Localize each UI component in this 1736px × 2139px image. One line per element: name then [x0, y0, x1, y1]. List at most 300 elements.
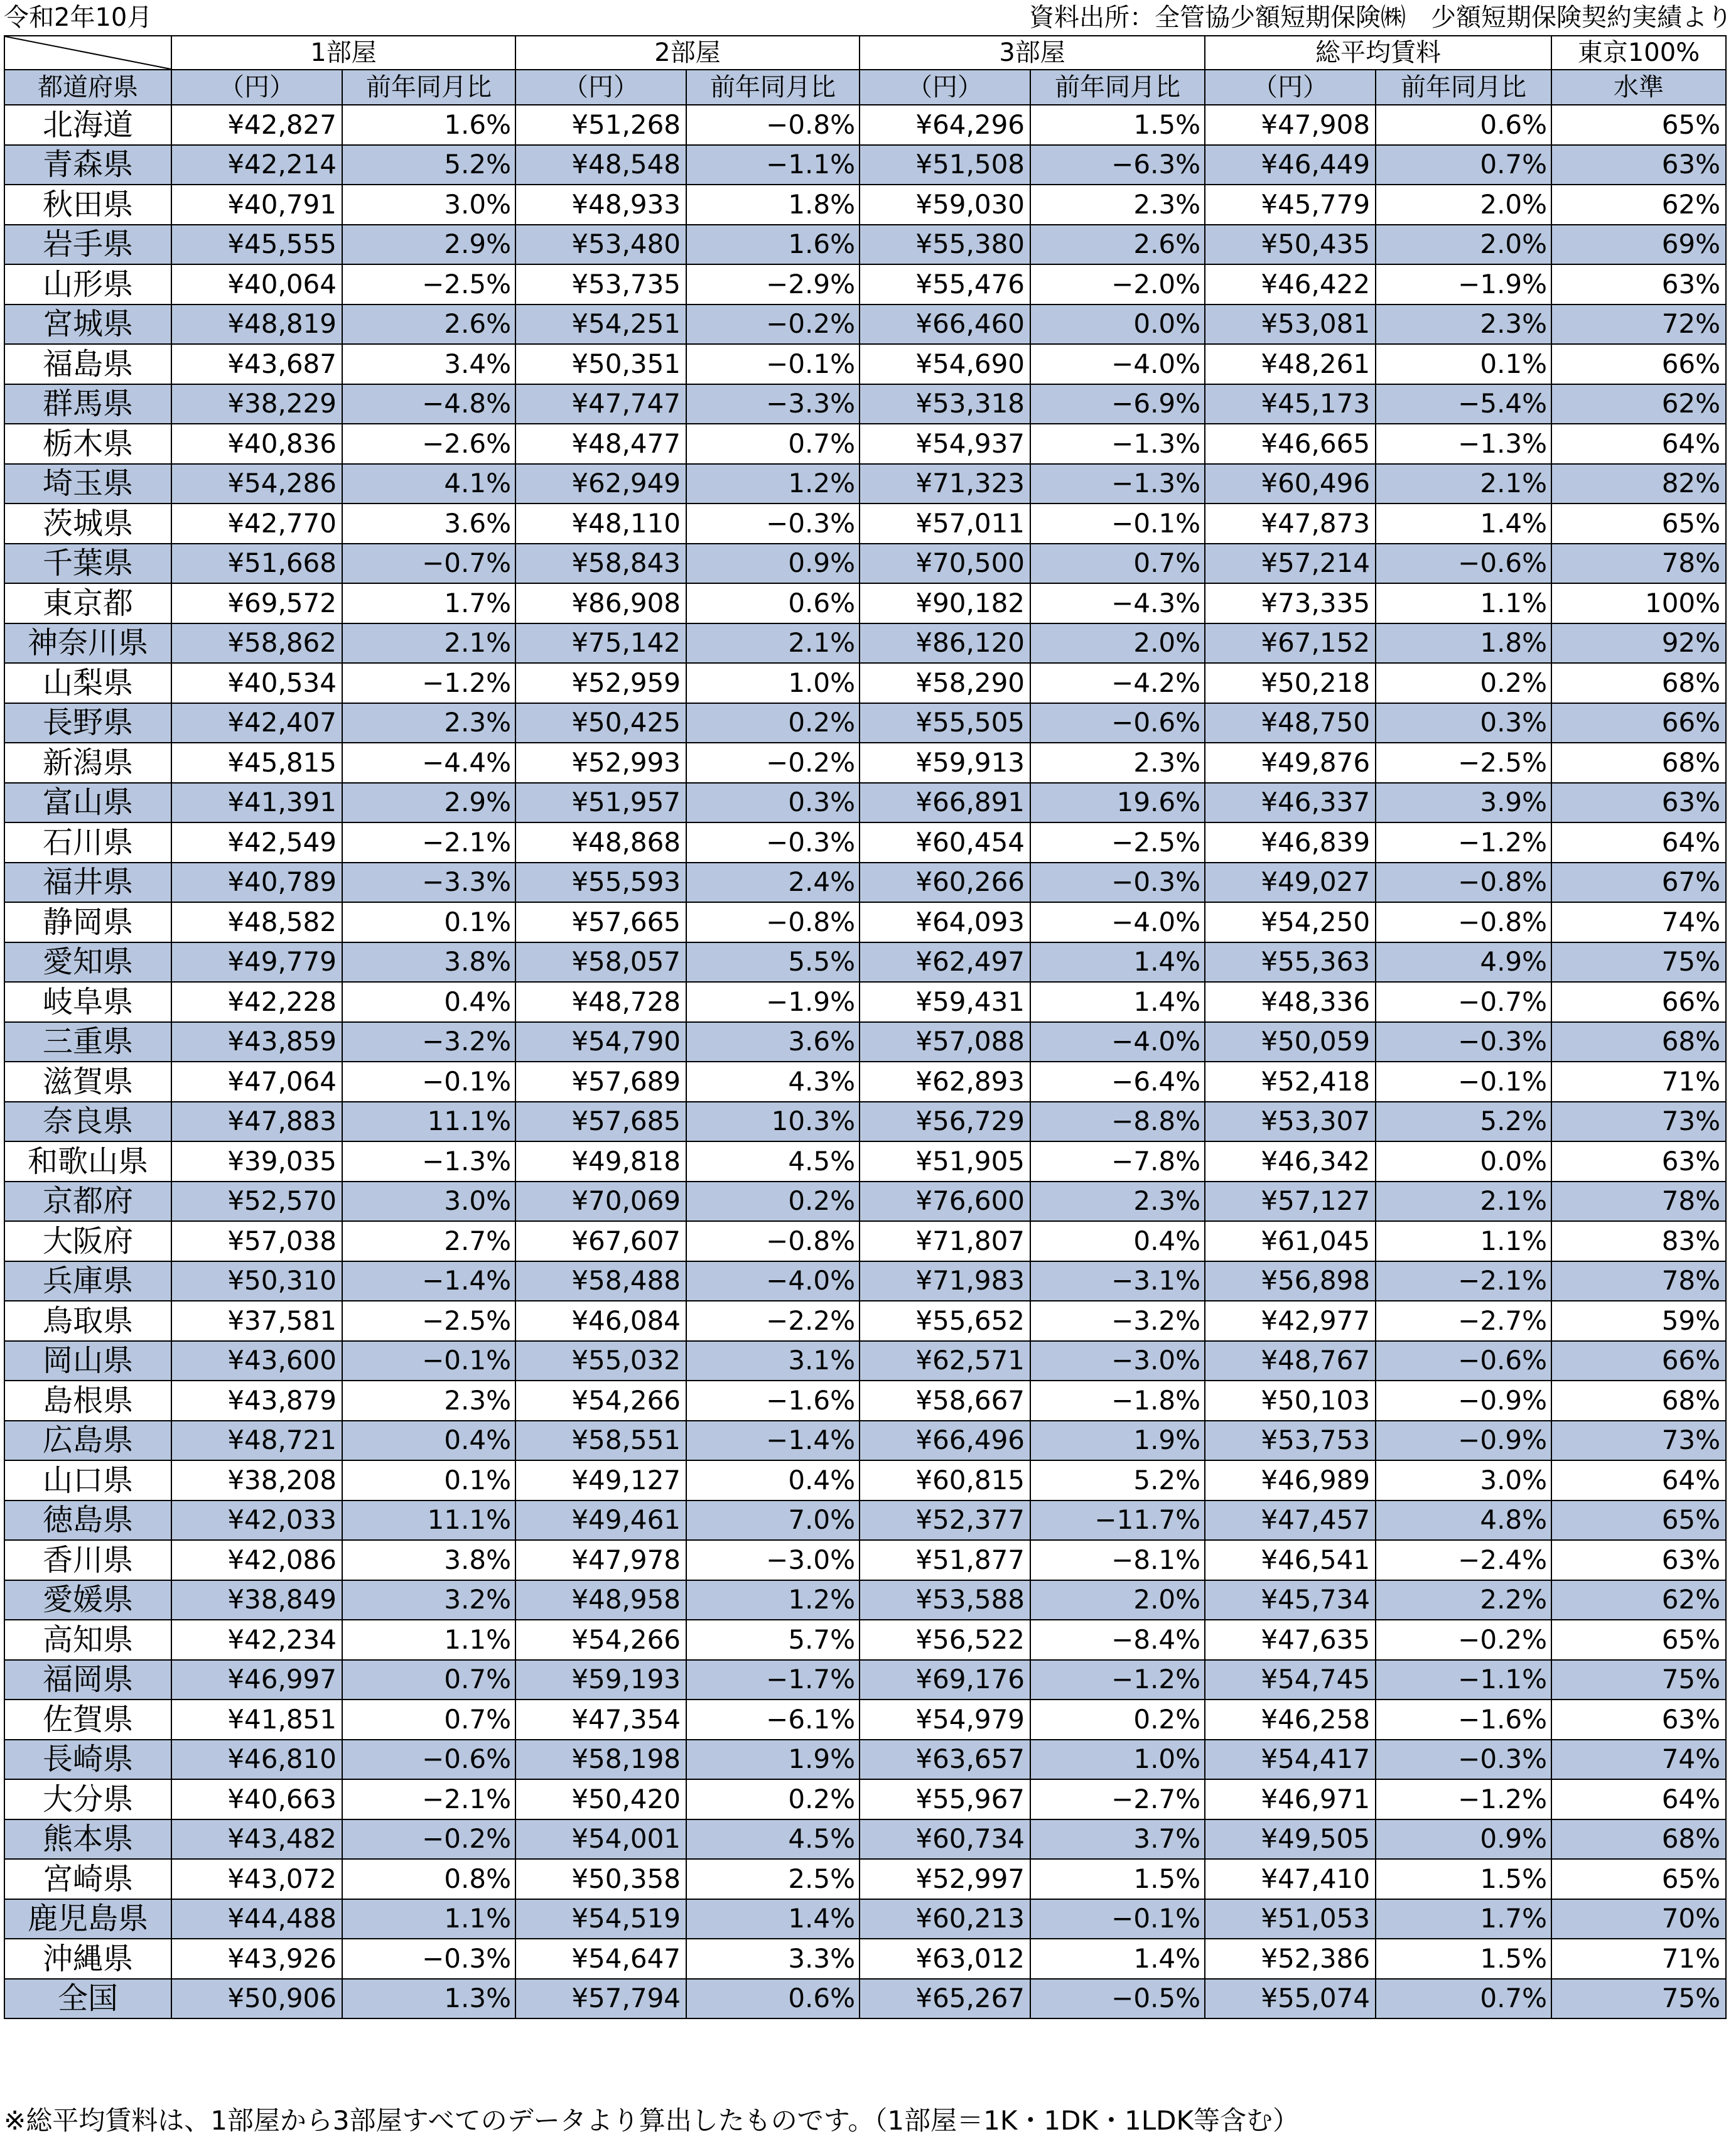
table-row — [4, 1740, 1726, 1780]
cell-rent-2room: ¥57,794 — [515, 1979, 686, 2019]
cell-prefecture: 島根県 — [4, 1381, 171, 1421]
cell-rent-1room: ¥52,570 — [171, 1182, 342, 1222]
cell-yoy-2room: 1.0% — [686, 663, 860, 703]
cell-yoy-1room: −2.1% — [342, 1779, 515, 1819]
cell-yoy-1room: 2.3% — [342, 703, 515, 743]
cell-rent-2room: ¥54,001 — [515, 1819, 686, 1860]
cell-rent-3room: ¥54,690 — [860, 344, 1030, 384]
cell-prefecture: 石川県 — [4, 822, 171, 863]
cell-rent-3room: ¥62,497 — [860, 942, 1030, 983]
cell-tokyo-level: 68% — [1551, 1022, 1726, 1062]
cell-rent-3room: ¥55,505 — [860, 703, 1030, 743]
table-row — [4, 1580, 1726, 1620]
table-row — [4, 1221, 1726, 1261]
cell-rent-2room: ¥67,607 — [515, 1221, 686, 1261]
cell-rent-average: ¥47,457 — [1205, 1501, 1376, 1541]
cell-yoy-2room: −0.2% — [686, 304, 860, 345]
table-row — [4, 1660, 1726, 1700]
cell-tokyo-level: 75% — [1551, 1660, 1726, 1700]
cell-yoy-average: 0.1% — [1376, 344, 1551, 384]
group-header-row — [4, 36, 1726, 70]
table-row — [4, 1341, 1726, 1381]
cell-rent-1room: ¥43,879 — [171, 1381, 342, 1421]
cell-yoy-1room: 3.0% — [342, 1182, 515, 1222]
cell-rent-1room: ¥69,572 — [171, 583, 342, 623]
header-unit: （円） — [515, 70, 686, 105]
cell-rent-average: ¥46,971 — [1205, 1779, 1376, 1819]
cell-rent-average: ¥45,173 — [1205, 384, 1376, 424]
cell-yoy-3room: −0.6% — [1030, 703, 1205, 743]
cell-rent-2room: ¥54,251 — [515, 304, 686, 345]
cell-rent-3room: ¥54,937 — [860, 424, 1030, 464]
table-row — [4, 703, 1726, 743]
cell-rent-2room: ¥70,069 — [515, 1182, 686, 1222]
cell-yoy-2room: −0.3% — [686, 822, 860, 863]
cell-prefecture: 奈良県 — [4, 1102, 171, 1142]
cell-yoy-2room: 4.5% — [686, 1819, 860, 1860]
cell-yoy-1room: −2.5% — [342, 264, 515, 304]
cell-rent-1room: ¥42,827 — [171, 105, 342, 145]
cell-rent-average: ¥48,336 — [1205, 982, 1376, 1022]
cell-rent-2room: ¥57,665 — [515, 902, 686, 942]
cell-rent-1room: ¥41,851 — [171, 1700, 342, 1740]
cell-tokyo-level: 78% — [1551, 1261, 1726, 1301]
cell-rent-1room: ¥50,906 — [171, 1979, 342, 2019]
cell-rent-average: ¥46,989 — [1205, 1460, 1376, 1501]
cell-rent-average: ¥46,422 — [1205, 264, 1376, 304]
cell-yoy-3room: −0.3% — [1030, 863, 1205, 903]
cell-yoy-2room: 0.4% — [686, 1460, 860, 1501]
cell-rent-1room: ¥42,086 — [171, 1540, 342, 1580]
cell-prefecture: 佐賀県 — [4, 1700, 171, 1740]
cell-tokyo-level: 63% — [1551, 264, 1726, 304]
cell-prefecture: 岐阜県 — [4, 982, 171, 1022]
cell-yoy-average: 0.7% — [1376, 1979, 1551, 2019]
cell-yoy-2room: −2.9% — [686, 264, 860, 304]
table-row — [4, 344, 1726, 384]
cell-rent-2room: ¥53,735 — [515, 264, 686, 304]
group-header-tokyo: 東京100% — [1551, 36, 1726, 70]
cell-tokyo-level: 70% — [1551, 1899, 1726, 1939]
group-header-2room: 2部屋 — [515, 36, 860, 70]
cell-prefecture: 秋田県 — [4, 185, 171, 225]
table-row — [4, 783, 1726, 823]
table-row — [4, 663, 1726, 703]
cell-yoy-3room: 1.5% — [1030, 105, 1205, 145]
table-row — [4, 1261, 1726, 1301]
cell-rent-3room: ¥64,093 — [860, 902, 1030, 942]
cell-yoy-average: −0.9% — [1376, 1421, 1551, 1461]
cell-rent-1room: ¥42,214 — [171, 145, 342, 185]
cell-rent-average: ¥46,258 — [1205, 1700, 1376, 1740]
cell-tokyo-level: 69% — [1551, 225, 1726, 265]
cell-rent-3room: ¥60,213 — [860, 1899, 1030, 1939]
cell-tokyo-level: 71% — [1551, 1939, 1726, 1979]
cell-yoy-2room: 1.6% — [686, 225, 860, 265]
cell-prefecture: 山梨県 — [4, 663, 171, 703]
cell-yoy-average: 1.1% — [1376, 1221, 1551, 1261]
cell-yoy-1room: 2.7% — [342, 1221, 515, 1261]
cell-yoy-3room: −11.7% — [1030, 1501, 1205, 1541]
cell-yoy-2room: −1.9% — [686, 982, 860, 1022]
cell-rent-2room: ¥48,868 — [515, 822, 686, 863]
cell-yoy-2room: −0.1% — [686, 344, 860, 384]
cell-yoy-1room: 2.9% — [342, 225, 515, 265]
cell-prefecture: 京都府 — [4, 1182, 171, 1222]
cell-tokyo-level: 75% — [1551, 942, 1726, 983]
table-row — [4, 464, 1726, 504]
cell-rent-average: ¥57,127 — [1205, 1182, 1376, 1222]
cell-rent-2room: ¥54,647 — [515, 1939, 686, 1979]
cell-yoy-3room: 1.9% — [1030, 1421, 1205, 1461]
cell-prefecture: 香川県 — [4, 1540, 171, 1580]
cell-yoy-3room: 2.3% — [1030, 185, 1205, 225]
cell-tokyo-level: 65% — [1551, 504, 1726, 544]
cell-yoy-3room: 0.4% — [1030, 1221, 1205, 1261]
cell-rent-average: ¥48,750 — [1205, 703, 1376, 743]
table-row — [4, 1102, 1726, 1142]
cell-yoy-2room: 0.9% — [686, 544, 860, 584]
cell-tokyo-level: 63% — [1551, 1540, 1726, 1580]
cell-yoy-2room: −3.3% — [686, 384, 860, 424]
cell-yoy-3room: −4.3% — [1030, 583, 1205, 623]
cell-tokyo-level: 67% — [1551, 863, 1726, 903]
cell-prefecture: 群馬県 — [4, 384, 171, 424]
table-row — [4, 1182, 1726, 1222]
cell-rent-3room: ¥59,913 — [860, 743, 1030, 783]
cell-yoy-1room: −1.4% — [342, 1261, 515, 1301]
cell-yoy-2room: 1.8% — [686, 185, 860, 225]
cell-rent-average: ¥50,435 — [1205, 225, 1376, 265]
cell-yoy-average: −0.3% — [1376, 1740, 1551, 1780]
cell-yoy-2room: −3.0% — [686, 1540, 860, 1580]
table-row — [4, 623, 1726, 664]
cell-tokyo-level: 68% — [1551, 1819, 1726, 1860]
cell-yoy-3room: −6.9% — [1030, 384, 1205, 424]
cell-yoy-1room: 1.7% — [342, 583, 515, 623]
diagonal-line — [5, 36, 171, 69]
cell-rent-average: ¥46,449 — [1205, 145, 1376, 185]
cell-yoy-2room: 1.9% — [686, 1740, 860, 1780]
cell-yoy-3room: −1.8% — [1030, 1381, 1205, 1421]
cell-yoy-average: −2.1% — [1376, 1261, 1551, 1301]
table-row — [4, 1460, 1726, 1501]
cell-rent-3room: ¥56,729 — [860, 1102, 1030, 1142]
cell-rent-2room: ¥48,933 — [515, 185, 686, 225]
cell-rent-3room: ¥59,431 — [860, 982, 1030, 1022]
cell-yoy-3room: 2.0% — [1030, 623, 1205, 664]
cell-yoy-average: −0.9% — [1376, 1381, 1551, 1421]
cell-tokyo-level: 75% — [1551, 1979, 1726, 2019]
cell-yoy-3room: −8.4% — [1030, 1620, 1205, 1660]
cell-rent-1room: ¥43,072 — [171, 1859, 342, 1899]
cell-tokyo-level: 65% — [1551, 1859, 1726, 1899]
cell-yoy-1room: 11.1% — [342, 1102, 515, 1142]
cell-yoy-1room: −0.7% — [342, 544, 515, 584]
cell-rent-average: ¥56,898 — [1205, 1261, 1376, 1301]
cell-rent-average: ¥54,417 — [1205, 1740, 1376, 1780]
cell-rent-2room: ¥54,266 — [515, 1381, 686, 1421]
cell-yoy-1room: 1.3% — [342, 1979, 515, 2019]
cell-rent-2room: ¥59,193 — [515, 1660, 686, 1700]
cell-prefecture: 徳島県 — [4, 1501, 171, 1541]
table-row — [4, 504, 1726, 544]
table-row — [4, 863, 1726, 903]
cell-rent-1room: ¥43,600 — [171, 1341, 342, 1381]
cell-yoy-3room: 5.2% — [1030, 1460, 1205, 1501]
cell-tokyo-level: 68% — [1551, 1381, 1726, 1421]
table-row — [4, 1620, 1726, 1660]
cell-rent-average: ¥61,045 — [1205, 1221, 1376, 1261]
cell-yoy-2room: −0.3% — [686, 504, 860, 544]
cell-yoy-average: 1.1% — [1376, 583, 1551, 623]
cell-rent-2room: ¥58,198 — [515, 1740, 686, 1780]
cell-yoy-3room: −1.3% — [1030, 464, 1205, 504]
cell-tokyo-level: 68% — [1551, 663, 1726, 703]
cell-prefecture: 滋賀県 — [4, 1062, 171, 1102]
cell-rent-2room: ¥51,268 — [515, 105, 686, 145]
cell-yoy-average: 1.8% — [1376, 623, 1551, 664]
cell-tokyo-level: 66% — [1551, 703, 1726, 743]
table-row — [4, 1859, 1726, 1899]
header-yoy: 前年同月比 — [342, 70, 515, 105]
cell-yoy-3room: −6.4% — [1030, 1062, 1205, 1102]
cell-rent-3room: ¥63,012 — [860, 1939, 1030, 1979]
cell-rent-2room: ¥86,908 — [515, 583, 686, 623]
cell-rent-2room: ¥49,461 — [515, 1501, 686, 1541]
cell-rent-1room: ¥40,836 — [171, 424, 342, 464]
table-row — [4, 1381, 1726, 1421]
cell-rent-3room: ¥70,500 — [860, 544, 1030, 584]
cell-rent-average: ¥48,767 — [1205, 1341, 1376, 1381]
cell-tokyo-level: 64% — [1551, 1779, 1726, 1819]
cell-yoy-2room: −4.0% — [686, 1261, 860, 1301]
cell-yoy-1room: −3.2% — [342, 1022, 515, 1062]
cell-rent-average: ¥46,665 — [1205, 424, 1376, 464]
cell-tokyo-level: 78% — [1551, 544, 1726, 584]
cell-yoy-2room: 1.2% — [686, 1580, 860, 1620]
table-row — [4, 822, 1726, 863]
cell-yoy-2room: −0.8% — [686, 902, 860, 942]
cell-yoy-3room: 19.6% — [1030, 783, 1205, 823]
cell-prefecture: 鳥取県 — [4, 1301, 171, 1341]
cell-rent-average: ¥60,496 — [1205, 464, 1376, 504]
cell-prefecture: 神奈川県 — [4, 623, 171, 664]
cell-prefecture: 大分県 — [4, 1779, 171, 1819]
cell-rent-average: ¥46,342 — [1205, 1141, 1376, 1182]
cell-yoy-1room: −4.4% — [342, 743, 515, 783]
cell-rent-3room: ¥53,318 — [860, 384, 1030, 424]
cell-yoy-average: 2.1% — [1376, 1182, 1551, 1222]
cell-rent-average: ¥42,977 — [1205, 1301, 1376, 1341]
cell-tokyo-level: 63% — [1551, 1700, 1726, 1740]
table-row — [4, 185, 1726, 225]
cell-rent-3room: ¥58,667 — [860, 1381, 1030, 1421]
cell-rent-1room: ¥42,549 — [171, 822, 342, 863]
table-row — [4, 1779, 1726, 1819]
cell-rent-3room: ¥69,176 — [860, 1660, 1030, 1700]
cell-tokyo-level: 74% — [1551, 902, 1726, 942]
cell-tokyo-level: 66% — [1551, 982, 1726, 1022]
cell-yoy-1room: 0.4% — [342, 982, 515, 1022]
cell-rent-1room: ¥51,668 — [171, 544, 342, 584]
cell-rent-1room: ¥43,926 — [171, 1939, 342, 1979]
cell-rent-3room: ¥60,815 — [860, 1460, 1030, 1501]
cell-yoy-2room: 4.5% — [686, 1141, 860, 1182]
cell-tokyo-level: 73% — [1551, 1102, 1726, 1142]
cell-prefecture: 福岡県 — [4, 1660, 171, 1700]
cell-rent-2room: ¥54,790 — [515, 1022, 686, 1062]
cell-rent-1room: ¥40,534 — [171, 663, 342, 703]
cell-yoy-3room: 1.4% — [1030, 942, 1205, 983]
cell-rent-2room: ¥57,689 — [515, 1062, 686, 1102]
cell-tokyo-level: 62% — [1551, 185, 1726, 225]
cell-rent-1room: ¥38,229 — [171, 384, 342, 424]
cell-prefecture: 東京都 — [4, 583, 171, 623]
cell-tokyo-level: 82% — [1551, 464, 1726, 504]
cell-yoy-1room: −2.5% — [342, 1301, 515, 1341]
cell-yoy-1room: 4.1% — [342, 464, 515, 504]
cell-rent-1room: ¥42,234 — [171, 1620, 342, 1660]
cell-rent-1room: ¥39,035 — [171, 1141, 342, 1182]
cell-rent-1room: ¥40,791 — [171, 185, 342, 225]
cell-yoy-3room: −2.7% — [1030, 1779, 1205, 1819]
cell-rent-2room: ¥53,480 — [515, 225, 686, 265]
cell-prefecture: 兵庫県 — [4, 1261, 171, 1301]
cell-yoy-3room: 2.6% — [1030, 225, 1205, 265]
cell-rent-1room: ¥48,721 — [171, 1421, 342, 1461]
cell-rent-3room: ¥90,182 — [860, 583, 1030, 623]
cell-rent-average: ¥50,218 — [1205, 663, 1376, 703]
cell-yoy-average: 0.6% — [1376, 105, 1551, 145]
cell-rent-1room: ¥45,815 — [171, 743, 342, 783]
cell-yoy-3room: −3.0% — [1030, 1341, 1205, 1381]
cell-yoy-2room: 3.6% — [686, 1022, 860, 1062]
cell-yoy-2room: −0.8% — [686, 105, 860, 145]
rent-table — [4, 35, 1727, 2019]
cell-rent-3room: ¥62,893 — [860, 1062, 1030, 1102]
cell-tokyo-level: 65% — [1551, 1501, 1726, 1541]
cell-yoy-average: 0.3% — [1376, 703, 1551, 743]
cell-yoy-average: −2.4% — [1376, 1540, 1551, 1580]
cell-prefecture: 愛知県 — [4, 942, 171, 983]
cell-yoy-average: 5.2% — [1376, 1102, 1551, 1142]
table-row — [4, 1501, 1726, 1541]
cell-rent-2room: ¥62,949 — [515, 464, 686, 504]
cell-prefecture: 沖縄県 — [4, 1939, 171, 1979]
cell-yoy-2room: 0.3% — [686, 783, 860, 823]
table-row — [4, 982, 1726, 1022]
table-row — [4, 902, 1726, 942]
table-row — [4, 583, 1726, 623]
cell-rent-2room: ¥52,993 — [515, 743, 686, 783]
cell-yoy-3room: −0.1% — [1030, 504, 1205, 544]
table-row — [4, 544, 1726, 584]
cell-yoy-2room: 2.4% — [686, 863, 860, 903]
cell-yoy-3room: −6.3% — [1030, 145, 1205, 185]
table-row — [4, 424, 1726, 464]
cell-yoy-3room: −2.5% — [1030, 822, 1205, 863]
cell-yoy-average: 2.1% — [1376, 464, 1551, 504]
cell-yoy-1room: −3.3% — [342, 863, 515, 903]
cell-yoy-3room: −7.8% — [1030, 1141, 1205, 1182]
cell-rent-2room: ¥48,110 — [515, 504, 686, 544]
cell-rent-2room: ¥47,354 — [515, 1700, 686, 1740]
cell-rent-average: ¥73,335 — [1205, 583, 1376, 623]
cell-yoy-1room: 0.4% — [342, 1421, 515, 1461]
cell-yoy-1room: 2.1% — [342, 623, 515, 664]
cell-rent-average: ¥47,873 — [1205, 504, 1376, 544]
cell-yoy-1room: 3.6% — [342, 504, 515, 544]
cell-yoy-1room: 0.8% — [342, 1859, 515, 1899]
cell-rent-1room: ¥37,581 — [171, 1301, 342, 1341]
cell-prefecture: 長野県 — [4, 703, 171, 743]
table-row — [4, 1939, 1726, 1979]
cell-rent-average: ¥47,908 — [1205, 105, 1376, 145]
cell-yoy-average: 0.0% — [1376, 1141, 1551, 1182]
cell-yoy-average: 1.4% — [1376, 504, 1551, 544]
cell-yoy-1room: −0.1% — [342, 1341, 515, 1381]
cell-tokyo-level: 59% — [1551, 1301, 1726, 1341]
cell-rent-1room: ¥48,819 — [171, 304, 342, 345]
cell-yoy-3room: −0.1% — [1030, 1899, 1205, 1939]
cell-yoy-average: −5.4% — [1376, 384, 1551, 424]
cell-prefecture: 和歌山県 — [4, 1141, 171, 1182]
cell-rent-3room: ¥51,877 — [860, 1540, 1030, 1580]
cell-yoy-2room: −0.2% — [686, 743, 860, 783]
cell-prefecture: 広島県 — [4, 1421, 171, 1461]
cell-rent-3room: ¥65,267 — [860, 1979, 1030, 2019]
cell-yoy-3room: −8.8% — [1030, 1102, 1205, 1142]
cell-tokyo-level: 73% — [1551, 1421, 1726, 1461]
cell-rent-1room: ¥45,555 — [171, 225, 342, 265]
cell-tokyo-level: 65% — [1551, 1620, 1726, 1660]
cell-rent-2room: ¥47,747 — [515, 384, 686, 424]
group-header-average: 総平均賃料 — [1205, 36, 1551, 70]
cell-rent-2room: ¥50,420 — [515, 1779, 686, 1819]
cell-yoy-3room: 2.3% — [1030, 1182, 1205, 1222]
cell-rent-1room: ¥46,997 — [171, 1660, 342, 1700]
cell-rent-average: ¥45,779 — [1205, 185, 1376, 225]
cell-rent-3room: ¥55,652 — [860, 1301, 1030, 1341]
cell-rent-average: ¥53,081 — [1205, 304, 1376, 345]
cell-yoy-1room: −1.2% — [342, 663, 515, 703]
cell-rent-2room: ¥58,488 — [515, 1261, 686, 1301]
header-yoy: 前年同月比 — [1376, 70, 1551, 105]
total-row — [4, 1979, 1726, 2019]
cell-yoy-average: −1.3% — [1376, 424, 1551, 464]
cell-rent-average: ¥54,250 — [1205, 902, 1376, 942]
cell-rent-average: ¥46,541 — [1205, 1540, 1376, 1580]
cell-yoy-3room: −3.2% — [1030, 1301, 1205, 1341]
cell-rent-3room: ¥54,979 — [860, 1700, 1030, 1740]
cell-rent-average: ¥54,745 — [1205, 1660, 1376, 1700]
data-source: 資料出所：全管協少額短期保険㈱ 少額短期保険契約実績より — [1029, 3, 1732, 32]
cell-yoy-3room: −4.0% — [1030, 344, 1205, 384]
cell-rent-1room: ¥57,038 — [171, 1221, 342, 1261]
cell-yoy-average: −0.8% — [1376, 863, 1551, 903]
cell-rent-average: ¥53,753 — [1205, 1421, 1376, 1461]
cell-tokyo-level: 66% — [1551, 344, 1726, 384]
footnote: ※総平均賃料は、1部屋から3部屋すべてのデータより算出したものです。（1部屋＝1K・1DK・1LDK等含む） — [4, 2105, 1300, 2136]
cell-yoy-1room: −0.3% — [342, 1939, 515, 1979]
cell-yoy-1room: 2.6% — [342, 304, 515, 345]
cell-tokyo-level: 63% — [1551, 783, 1726, 823]
cell-rent-2room: ¥57,685 — [515, 1102, 686, 1142]
cell-prefecture: 長崎県 — [4, 1740, 171, 1780]
cell-tokyo-level: 63% — [1551, 145, 1726, 185]
cell-yoy-average: −0.2% — [1376, 1620, 1551, 1660]
